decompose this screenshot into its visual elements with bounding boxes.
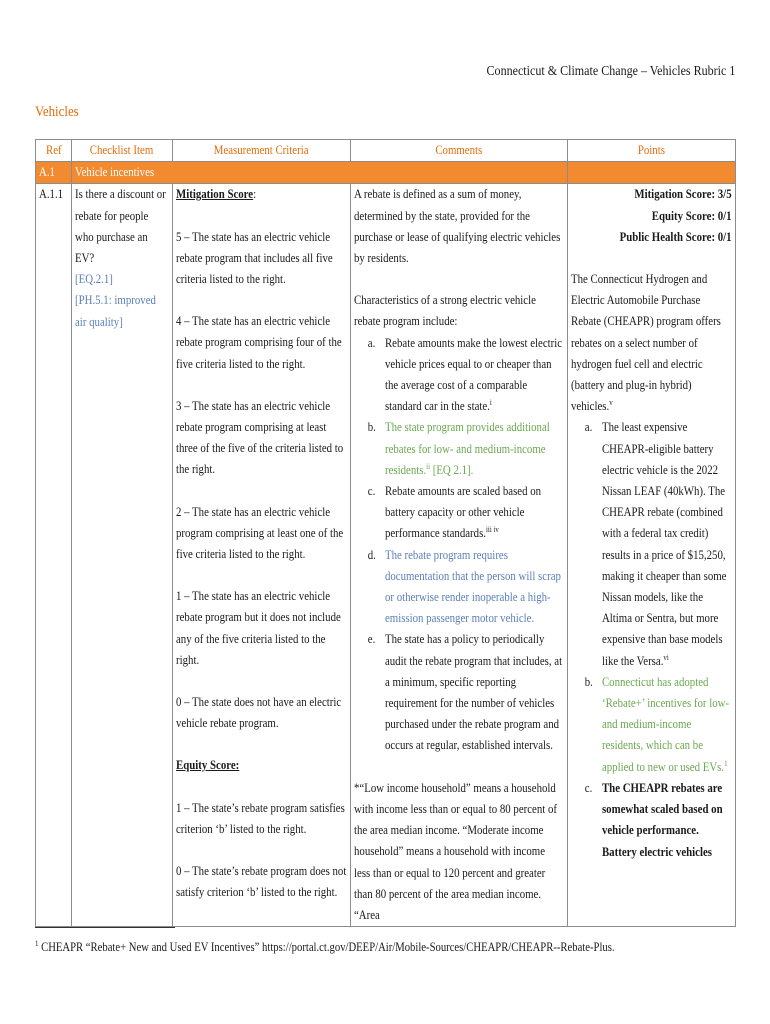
- points-cell: [568, 184, 736, 927]
- equity-points: Equity Score: 0/1: [651, 208, 732, 223]
- subsection-points-blank: [568, 162, 736, 184]
- criteria-m2: 2 – The state has an electric vehicle program comprising at least one of the five criteria listed to the right.: [176, 504, 344, 562]
- column-header-criteria: Measurement Criteria: [173, 140, 351, 162]
- program-description: The Connecticut Hydrogen and Electric Automobile Purchase Rebate (CHEAPR) program offers rebates on a select number of hydrogen fuel cell and electric (battery and plug-in hybrid) vehicles.$^v$: [571, 272, 721, 414]
- criteria-e0: 0 – The state’s rebate program does not satisfy criterion ‘b’ listed to the right.: [176, 864, 347, 900]
- list-item: b. Connecticut has adopted ‘Rebate+’ incentives for low- and medium-income residents, which can be applied to new or used EVs.$^1$: [584, 674, 730, 774]
- running-header: Connecticut & Climate Change – Vehicles Rubric 1: [486, 64, 735, 79]
- list-item: c. Rebate amounts are scaled based on battery capacity or other vehicle performance standards.$^{iii iv}$: [367, 484, 542, 541]
- public-health-points: Public Health Score: 0/1: [619, 229, 732, 244]
- comments-characteristics: Characteristics of a strong electric vehicle rebate program include:: [354, 293, 536, 329]
- public-health-tag: [PH.5.1: improved air quality]: [75, 293, 156, 329]
- subsection-ref: A.1: [36, 162, 72, 184]
- criteria-m0: 0 – The state does not have an electric vehicle rebate program.: [176, 695, 342, 731]
- criteria-e1: 1 – The state’s rebate program satisfies criterion ‘b’ listed to the right.: [176, 800, 345, 836]
- section-title: Vehicles: [35, 104, 79, 120]
- checklist-cell: [72, 184, 173, 927]
- rubric-table: [35, 139, 736, 927]
- list-item: a. Rebate amounts make the lowest electric vehicle prices equal to or cheaper than the average cost of a comparable standard car in the state.$^i$: [367, 335, 563, 414]
- footnote-text: CHEAPR “Rebate+ New and Used EV Incentives” https://portal.ct.gov/DEEP/Air/Mobile-Sources/CHEAPR/CHEAPR--Rebate-Plus.: [38, 940, 615, 954]
- table-header-row: [36, 140, 736, 162]
- list-item: e. The state has a policy to periodically audit the rebate program that includes, at a minimum, specific reporting requirement for the number of vehicles purchased under the rebate program and occurs at regular, established intervals.: [367, 632, 563, 753]
- row-ref: A.1.1: [36, 184, 72, 927]
- mitigation-score-heading: Mitigation Score:: [176, 187, 257, 202]
- column-header-comments: Comments: [351, 140, 568, 162]
- income-definition-note: *“Low income household” means a household with income less than or equal to 80 percent of the area median income. “Moderate income household” means a household with income less than or equal to 120 percent and greater than 80 percent of the area median income. “Area: [354, 780, 558, 922]
- mitigation-points: Mitigation Score: 3/5: [634, 187, 732, 202]
- criteria-m3: 3 – The state has an electric vehicle rebate program comprising at least three of the five of the criteria listed to the right.: [176, 398, 344, 477]
- characteristics-list: [354, 333, 563, 757]
- column-header-points: Points: [568, 140, 736, 162]
- points-list: [571, 417, 732, 862]
- checklist-text: Is there a discount or rebate for people who purchase an EV?: [75, 187, 166, 266]
- equity-score-heading: Equity Score:: [176, 758, 240, 773]
- criteria-m1: 1 – The state has an electric vehicle rebate program but it does not include any of the five criteria listed to the right.: [176, 589, 341, 667]
- list-item: c. The CHEAPR rebates are somewhat scaled based on vehicle performance. Battery electric vehicles: [584, 780, 723, 859]
- footnote-marker: 1: [35, 938, 39, 948]
- criteria-m5: 5 – The state has an electric vehicle rebate program that includes all five criteria listed to the right.: [176, 229, 333, 287]
- list-item: b. The state program provides additional rebates for low- and medium-income residents.$^{ii}$ [EQ 2.1].: [367, 420, 550, 477]
- list-item: a. The least expensive CHEAPR-eligible battery electric vehicle is the 2022 Nissan LEAF (40kWh). The CHEAPR rebate (combined with a federal tax credit) results in a price of $15,250, making it cheaper than some Nissan models, like the Altima or Sentra, but more expensive than base models like the Versa.$^{vi}$: [584, 420, 727, 668]
- subsection-label: Vehicle incentives: [72, 162, 568, 184]
- equity-tag: [EQ.2.1]: [75, 272, 113, 287]
- footnote-divider: [35, 927, 175, 928]
- comments-intro: A rebate is defined as a sum of money, determined by the state, provided for the purchase or lease of qualifying electric vehicles by residents.: [354, 187, 561, 266]
- table-row: [36, 184, 736, 927]
- list-item: d. The rebate program requires documentation that the person will scrap or otherwise render inoperable a high-emission passenger motor vehicle.: [367, 547, 561, 626]
- column-header-ref: Ref: [36, 140, 72, 162]
- comments-cell: [351, 184, 568, 927]
- footnote: [35, 940, 615, 955]
- subsection-row: [36, 162, 736, 184]
- criteria-m4: 4 – The state has an electric vehicle rebate program comprising four of the five criteria listed to the right.: [176, 314, 342, 371]
- column-header-checklist: Checklist Item: [72, 140, 173, 162]
- criteria-cell: [173, 184, 351, 927]
